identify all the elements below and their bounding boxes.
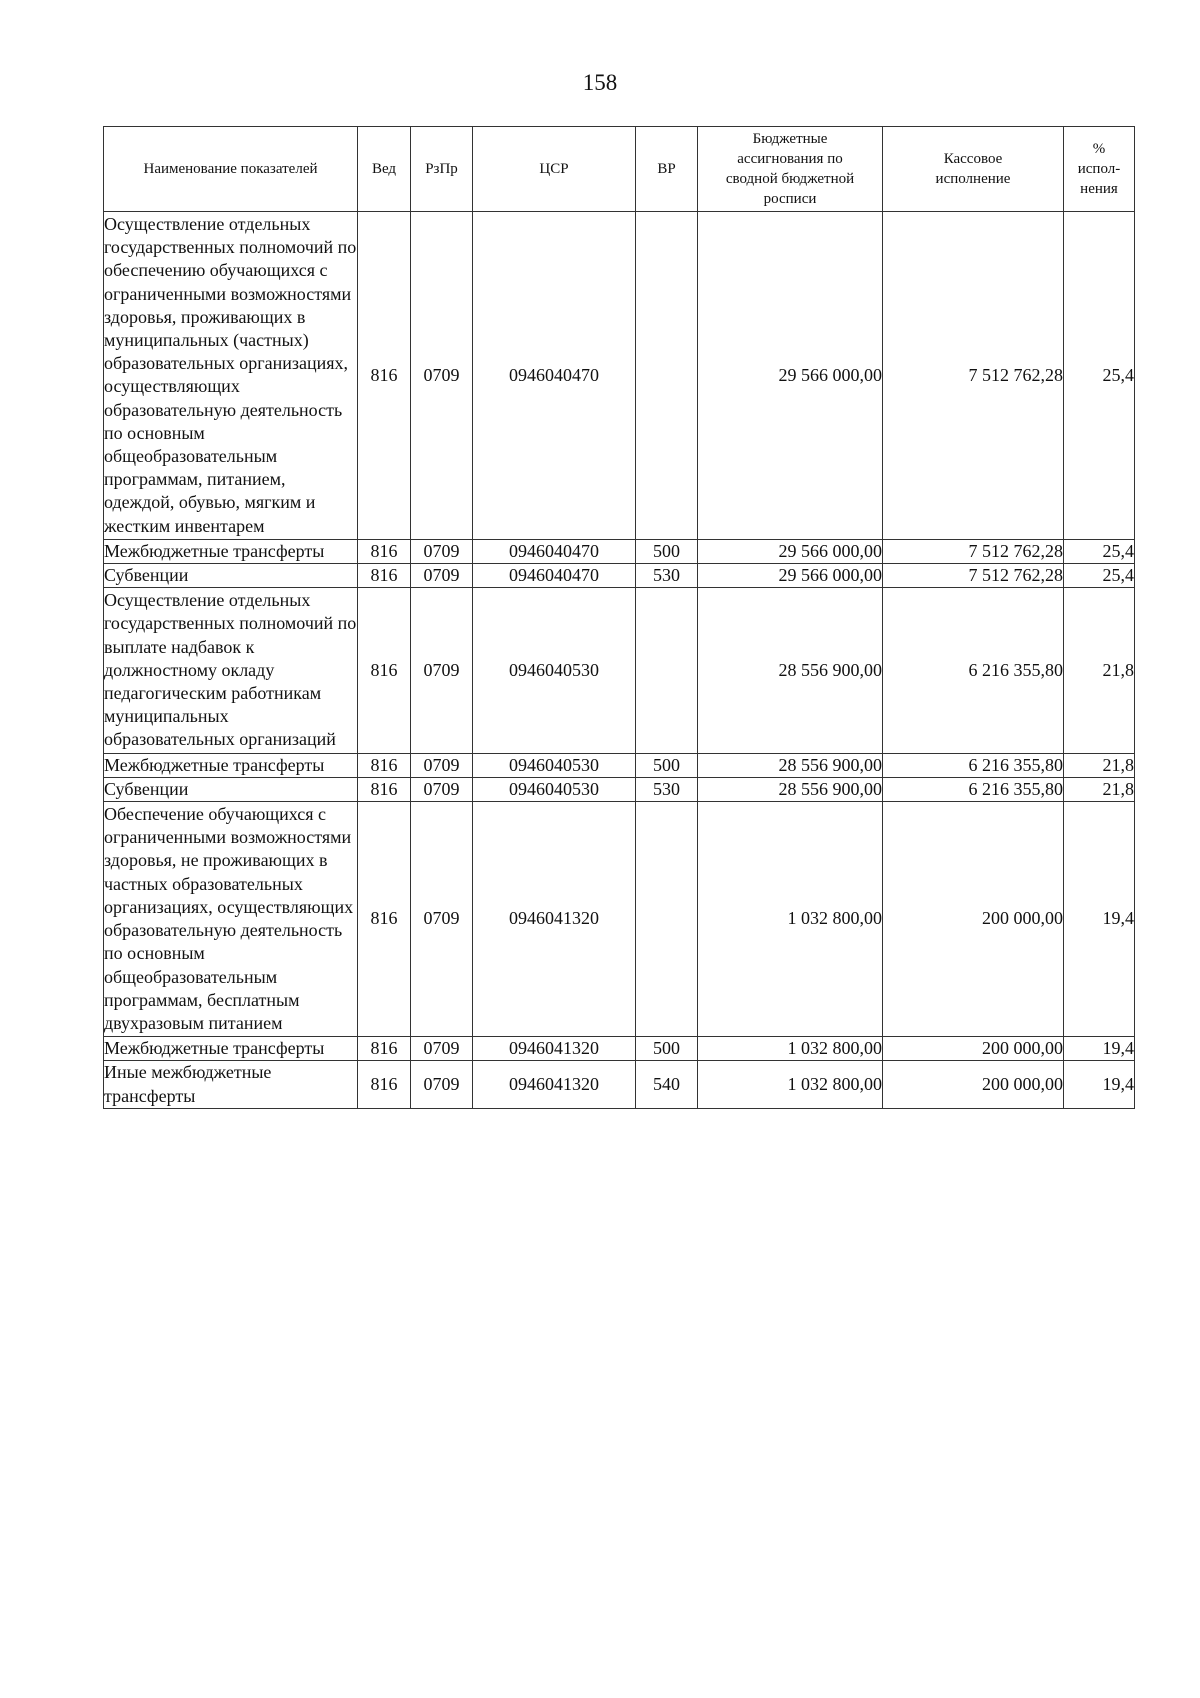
table-row	[104, 564, 1135, 588]
table-row	[104, 1037, 1135, 1061]
row-budget: 1 032 800,00	[698, 1037, 883, 1061]
row-budget: 29 566 000,00	[698, 212, 883, 540]
table-row	[104, 539, 1135, 563]
row-rzpr: 0709	[411, 588, 473, 753]
row-ved: 816	[358, 1037, 411, 1061]
row-name: Субвенции	[104, 777, 358, 801]
table-row	[104, 777, 1135, 801]
table-row	[104, 1061, 1135, 1108]
row-ved: 816	[358, 753, 411, 777]
row-csr: 0946040530	[473, 777, 636, 801]
row-vr: 500	[636, 539, 698, 563]
row-rzpr: 0709	[411, 1037, 473, 1061]
row-csr: 0946040470	[473, 564, 636, 588]
row-ved: 816	[358, 1061, 411, 1108]
row-csr: 0946041320	[473, 1061, 636, 1108]
row-budget: 29 566 000,00	[698, 564, 883, 588]
table-row	[104, 802, 1135, 1037]
row-vr	[636, 212, 698, 540]
row-vr	[636, 588, 698, 753]
row-vr: 540	[636, 1061, 698, 1108]
header-budget: Бюджетные ассигнования по сводной бюджетной росписи	[698, 127, 883, 212]
row-cash: 6 216 355,80	[883, 777, 1064, 801]
row-pct: 19,4	[1064, 1061, 1135, 1108]
row-rzpr: 0709	[411, 212, 473, 540]
row-budget: 28 556 900,00	[698, 588, 883, 753]
row-rzpr: 0709	[411, 777, 473, 801]
row-pct: 25,4	[1064, 212, 1135, 540]
row-csr: 0946040470	[473, 212, 636, 540]
row-name: Иные межбюджетные трансферты	[104, 1061, 358, 1108]
row-cash: 7 512 762,28	[883, 212, 1064, 540]
row-csr: 0946041320	[473, 1037, 636, 1061]
row-cash: 6 216 355,80	[883, 753, 1064, 777]
row-ved: 816	[358, 588, 411, 753]
row-vr	[636, 802, 698, 1037]
row-pct: 25,4	[1064, 539, 1135, 563]
table-row	[104, 212, 1135, 540]
header-cash: Кассовое исполнение	[883, 127, 1064, 212]
row-cash: 200 000,00	[883, 802, 1064, 1037]
row-name: Осуществление отдельных государственных полномочий по выплате надбавок к должностному окладу педагогическим работникам муниципальных образовательных организаций	[104, 588, 358, 753]
row-ved: 816	[358, 777, 411, 801]
row-name: Межбюджетные трансферты	[104, 1037, 358, 1061]
header-rzpr: РзПр	[411, 127, 473, 212]
row-vr: 530	[636, 777, 698, 801]
header-pct: % испол-нения	[1064, 127, 1135, 212]
header-vr: ВР	[636, 127, 698, 212]
row-budget: 28 556 900,00	[698, 777, 883, 801]
row-budget: 1 032 800,00	[698, 802, 883, 1037]
row-rzpr: 0709	[411, 539, 473, 563]
row-rzpr: 0709	[411, 564, 473, 588]
row-csr: 0946040530	[473, 753, 636, 777]
row-ved: 816	[358, 212, 411, 540]
row-ved: 816	[358, 564, 411, 588]
row-pct: 21,8	[1064, 777, 1135, 801]
row-rzpr: 0709	[411, 1061, 473, 1108]
row-rzpr: 0709	[411, 802, 473, 1037]
row-csr: 0946041320	[473, 802, 636, 1037]
row-name: Межбюджетные трансферты	[104, 539, 358, 563]
row-csr: 0946040470	[473, 539, 636, 563]
table-row	[104, 588, 1135, 753]
row-pct: 19,4	[1064, 1037, 1135, 1061]
header-csr: ЦСР	[473, 127, 636, 212]
row-vr: 500	[636, 753, 698, 777]
row-budget: 29 566 000,00	[698, 539, 883, 563]
page-number: 158	[582, 70, 618, 95]
header-ved: Вед	[358, 127, 411, 212]
row-rzpr: 0709	[411, 753, 473, 777]
row-budget: 28 556 900,00	[698, 753, 883, 777]
row-cash: 7 512 762,28	[883, 539, 1064, 563]
row-ved: 816	[358, 539, 411, 563]
row-cash: 200 000,00	[883, 1037, 1064, 1061]
table-row	[104, 753, 1135, 777]
row-pct: 25,4	[1064, 564, 1135, 588]
row-ved: 816	[358, 802, 411, 1037]
header-name: Наименование показателей	[104, 127, 358, 212]
row-pct: 21,8	[1064, 753, 1135, 777]
row-vr: 500	[636, 1037, 698, 1061]
row-name: Межбюджетные трансферты	[104, 753, 358, 777]
row-name: Субвенции	[104, 564, 358, 588]
budget-execution-table	[103, 126, 1135, 1109]
row-csr: 0946040530	[473, 588, 636, 753]
row-pct: 21,8	[1064, 588, 1135, 753]
table-header-row	[104, 127, 1135, 212]
row-cash: 7 512 762,28	[883, 564, 1064, 588]
row-name: Обеспечение обучающихся с ограниченными возможностями здоровья, не проживающих в частных образовательных организациях, осуществляющих образовательную деятельность по основным общеобразовательным программам, бесплатным двухразовым питанием	[104, 802, 358, 1037]
row-pct: 19,4	[1064, 802, 1135, 1037]
row-vr: 530	[636, 564, 698, 588]
row-cash: 200 000,00	[883, 1061, 1064, 1108]
row-name: Осуществление отдельных государственных полномочий по обеспечению обучающихся с ограниченными возможностями здоровья, проживающих в муниципальных (частных) образовательных организациях, осуществляющих образовательную деятельность по основным общеобразовательным программам, питанием, одеждой, обувью, мягким и жестким инвентарем	[104, 212, 358, 540]
row-cash: 6 216 355,80	[883, 588, 1064, 753]
row-budget: 1 032 800,00	[698, 1061, 883, 1108]
